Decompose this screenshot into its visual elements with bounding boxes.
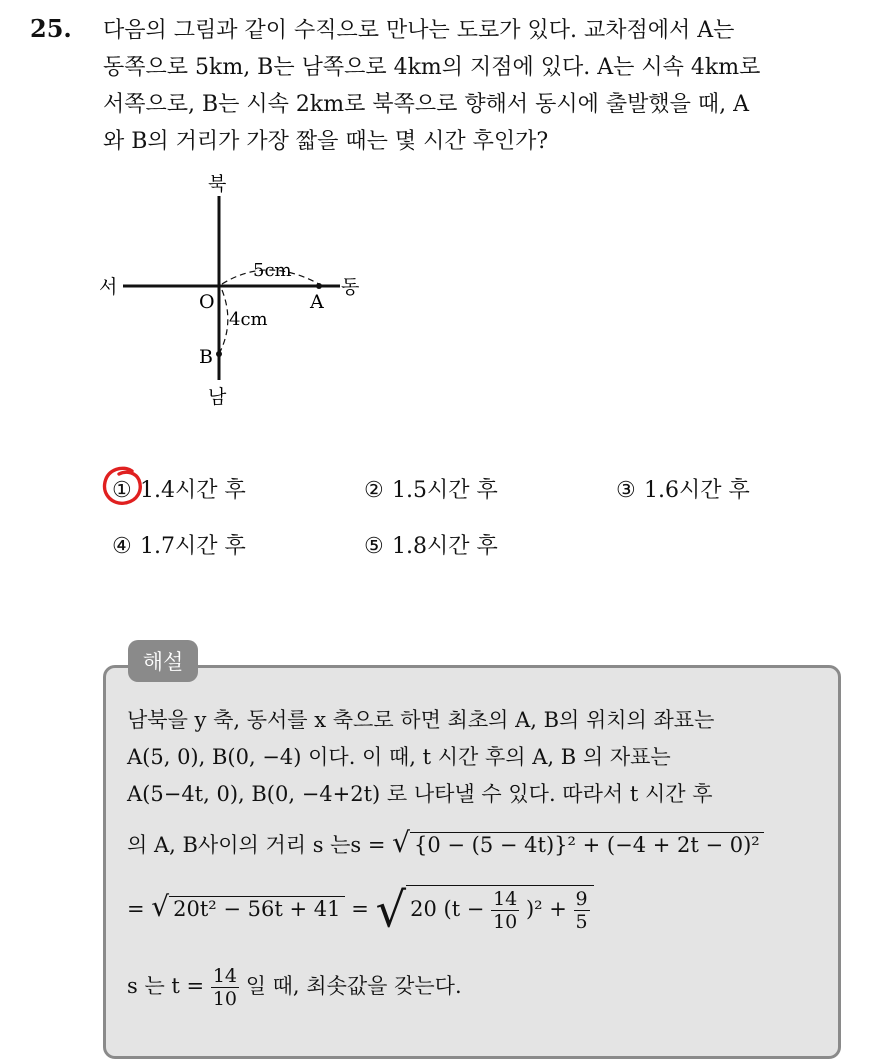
sqrt-icon: √	[375, 882, 407, 939]
choice-5[interactable]	[364, 529, 498, 560]
choice-number: ③	[616, 478, 636, 503]
choice-number: ②	[364, 478, 384, 503]
completed-square-expr	[406, 885, 594, 933]
north-label: 북	[208, 173, 227, 195]
equals: =	[351, 897, 369, 921]
choice-text: 1.5시간 후	[392, 478, 498, 503]
choice-number: ⑤	[364, 534, 384, 559]
frac-den: 10	[212, 988, 237, 1010]
choice-number: ①	[112, 478, 132, 503]
point-b-dot	[216, 351, 222, 357]
paren-close: )² +	[525, 897, 567, 921]
choice-3[interactable]	[616, 473, 750, 504]
frac-den: 10	[493, 911, 518, 933]
question-number: 25.	[30, 14, 72, 43]
choice-text: 1.6시간 후	[644, 478, 750, 503]
conclusion-pre: s 는 t =	[127, 974, 205, 998]
frac-den: 5	[575, 911, 588, 933]
choice-1[interactable]	[112, 473, 246, 504]
frac-num: 9	[575, 888, 588, 910]
east-label: 동	[341, 276, 360, 298]
solution-line-5	[127, 882, 594, 939]
distance-expr: {0 − (5 − 4t)}² + (−4 + 2t − 0)²	[410, 832, 764, 857]
origin-label: O	[199, 291, 215, 313]
conclusion-post: 일 때, 최솟값을 갖는다.	[245, 974, 462, 998]
west-label: 서	[99, 276, 118, 298]
question-text	[103, 12, 868, 160]
south-label: 남	[208, 386, 227, 408]
choice-4[interactable]	[112, 529, 246, 560]
distance-text: 의 A, B사이의 거리 s 는s =	[127, 833, 386, 857]
question-line: 동쪽으로 5km, B는 남쪽으로 4km의 지점에 있다. A는 시속 4km로	[103, 55, 761, 80]
dist-b-label: 4cm	[229, 309, 268, 330]
question-line: 서쪽으로, B는 시속 2km로 북쪽으로 향해서 동시에 출발했을 때, A	[103, 92, 749, 117]
point-a-dot	[316, 283, 322, 289]
fraction	[491, 888, 519, 933]
frac-num: 14	[212, 965, 237, 987]
solution-line: A(5−4t, 0), B(0, −4+2t) 로 나타낼 수 있다. 따라서 t 시간 후	[127, 782, 713, 806]
choice-number: ④	[112, 534, 132, 559]
sqrt-icon: √	[392, 826, 411, 859]
point-b-label: B	[199, 346, 213, 368]
coef: 20	[410, 897, 437, 921]
solution-line: A(5, 0), B(0, −4) 이다. 이 때, t 시간 후의 A, B 의 자표는	[127, 745, 671, 769]
solution-line-6	[127, 965, 462, 1010]
quadratic-expr: 20t² − 56t + 41	[169, 896, 344, 921]
solution-tag: 해설	[128, 640, 198, 682]
question-line: 다음의 그림과 같이 수직으로 만나는 도로가 있다. 교차점에서 A는	[103, 18, 735, 43]
choice-2[interactable]	[364, 473, 498, 504]
choice-text: 1.7시간 후	[140, 534, 246, 559]
choice-text: 1.8시간 후	[392, 534, 498, 559]
fraction	[211, 965, 239, 1010]
dist-a-label: 5cm	[253, 260, 292, 281]
sqrt-icon: √	[151, 890, 170, 923]
fraction	[574, 888, 590, 933]
equals: =	[127, 897, 145, 921]
road-diagram	[95, 168, 375, 413]
solution-line-4	[127, 826, 764, 859]
point-a-label: A	[310, 291, 324, 313]
paren-open: (t −	[443, 897, 485, 921]
choice-text: 1.4시간 후	[140, 478, 246, 503]
frac-num: 14	[493, 888, 518, 910]
solution-line: 남북을 y 축, 동서를 x 축으로 하면 최초의 A, B의 위치의 좌표는	[127, 708, 715, 732]
question-line: 와 B의 거리가 가장 짧을 때는 몇 시간 후인가?	[103, 129, 549, 154]
